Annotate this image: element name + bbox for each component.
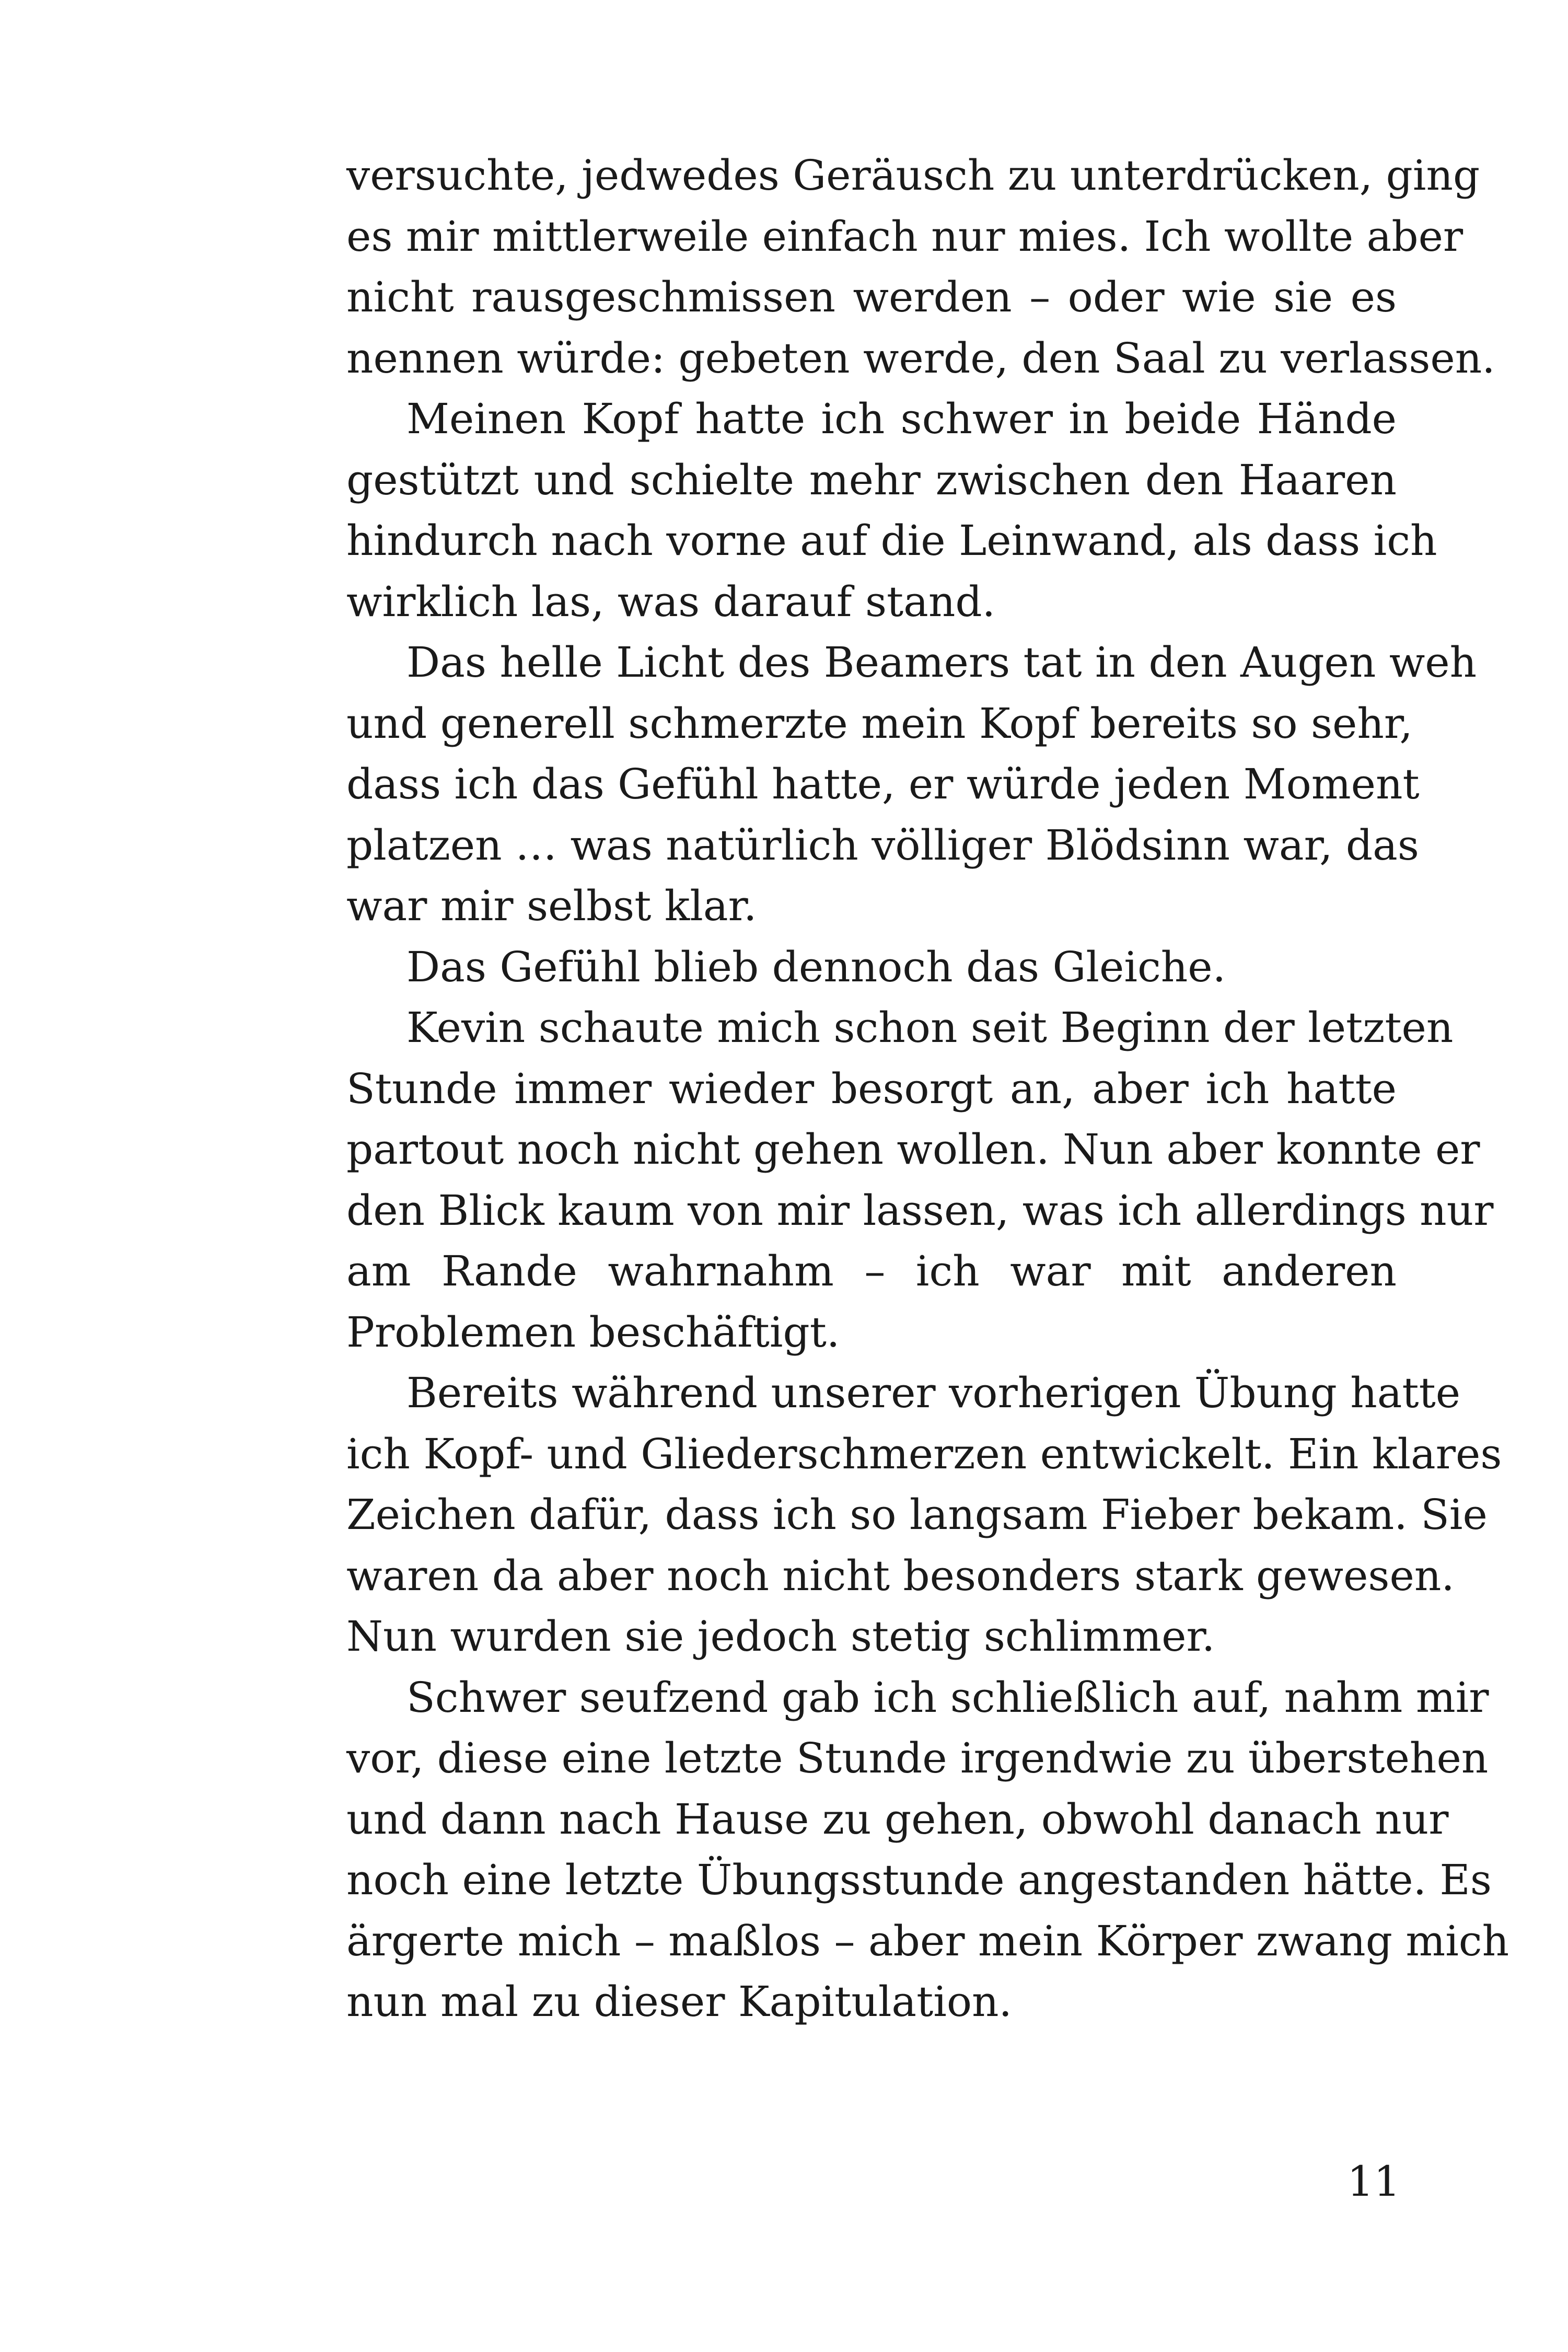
paragraph (346, 1363, 1502, 1667)
text-line: ärgerte mich – maßlos – aber mein Körper zwang mich (346, 1916, 1509, 1965)
text-line: und dann nach Hause zu gehen, obwohl danach nur (346, 1794, 1449, 1844)
paragraph (346, 389, 1437, 632)
page-number: 11 (1347, 2157, 1400, 2206)
text-line: wirklich las, was darauf stand. (346, 577, 996, 626)
paragraph (346, 632, 1477, 937)
text-line: Nun wurden sie jedoch stetig schlimmer. (346, 1612, 1215, 1661)
text-line: Stunde immer wieder besorgt an, aber ich hatte (346, 1064, 1397, 1113)
text-line: nicht rausgeschmissen werden – oder wie sie es (346, 273, 1397, 321)
paragraph (346, 998, 1494, 1363)
text-line: am Rande wahrnahm – ich war mit anderen (346, 1247, 1397, 1295)
text-line: waren da aber noch nicht besonders stark gewesen. (346, 1551, 1455, 1600)
text-line: noch eine letzte Übungsstunde angestanden hätte. Es (346, 1856, 1492, 1904)
text-line: vor, diese eine letzte Stunde irgendwie zu überstehen (346, 1734, 1489, 1782)
text-line: war mir selbst klar. (346, 882, 757, 930)
text-line: Kevin schaute mich schon seit Beginn der letzten (406, 1003, 1454, 1052)
text-line: Problemen beschäftigt. (346, 1307, 840, 1357)
text-line: gestützt und schielte mehr zwischen den Haaren (346, 455, 1397, 504)
text-line: nun mal zu dieser Kapitulation. (346, 1977, 1012, 2026)
text-line: Bereits während unserer vorherigen Übung hatte (406, 1369, 1461, 1417)
body-text (346, 145, 1509, 2033)
text-line: Das helle Licht des Beamers tat in den Augen weh (406, 638, 1477, 687)
text-line: hindurch nach vorne auf die Leinwand, als dass ich (346, 516, 1437, 565)
text-line: Schwer seufzend gab ich schließlich auf, nahm mir (406, 1673, 1489, 1722)
paragraph (346, 1667, 1509, 2033)
text-line: den Blick kaum von mir lassen, was ich allerdings nur (346, 1186, 1494, 1235)
text-line: ich Kopf- und Gliederschmerzen entwickelt. Ein klares (346, 1429, 1502, 1478)
text-line: versuchte, jedwedes Geräusch zu unterdrücken, ging (346, 151, 1480, 200)
text-line: es mir mittlerweile einfach nur mies. Ich wollte aber (346, 212, 1464, 261)
text-line: Zeichen dafür, dass ich so langsam Fieber bekam. Sie (346, 1490, 1488, 1539)
paragraph (346, 145, 1495, 389)
text-line: nennen würde: gebeten werde, den Saal zu verlassen. (346, 333, 1495, 383)
text-line: Das Gefühl blieb dennoch das Gleiche. (406, 942, 1226, 991)
text-line: und generell schmerzte mein Kopf bereits so sehr, (346, 699, 1413, 748)
paragraph (346, 937, 1397, 998)
text-line: platzen … was natürlich völliger Blödsinn war, das (346, 820, 1419, 870)
text-line: Meinen Kopf hatte ich schwer in beide Hände (406, 395, 1397, 443)
text-line: partout noch nicht gehen wollen. Nun aber konnte er (346, 1125, 1480, 1174)
text-line: dass ich das Gefühl hatte, er würde jeden Moment (346, 760, 1420, 808)
